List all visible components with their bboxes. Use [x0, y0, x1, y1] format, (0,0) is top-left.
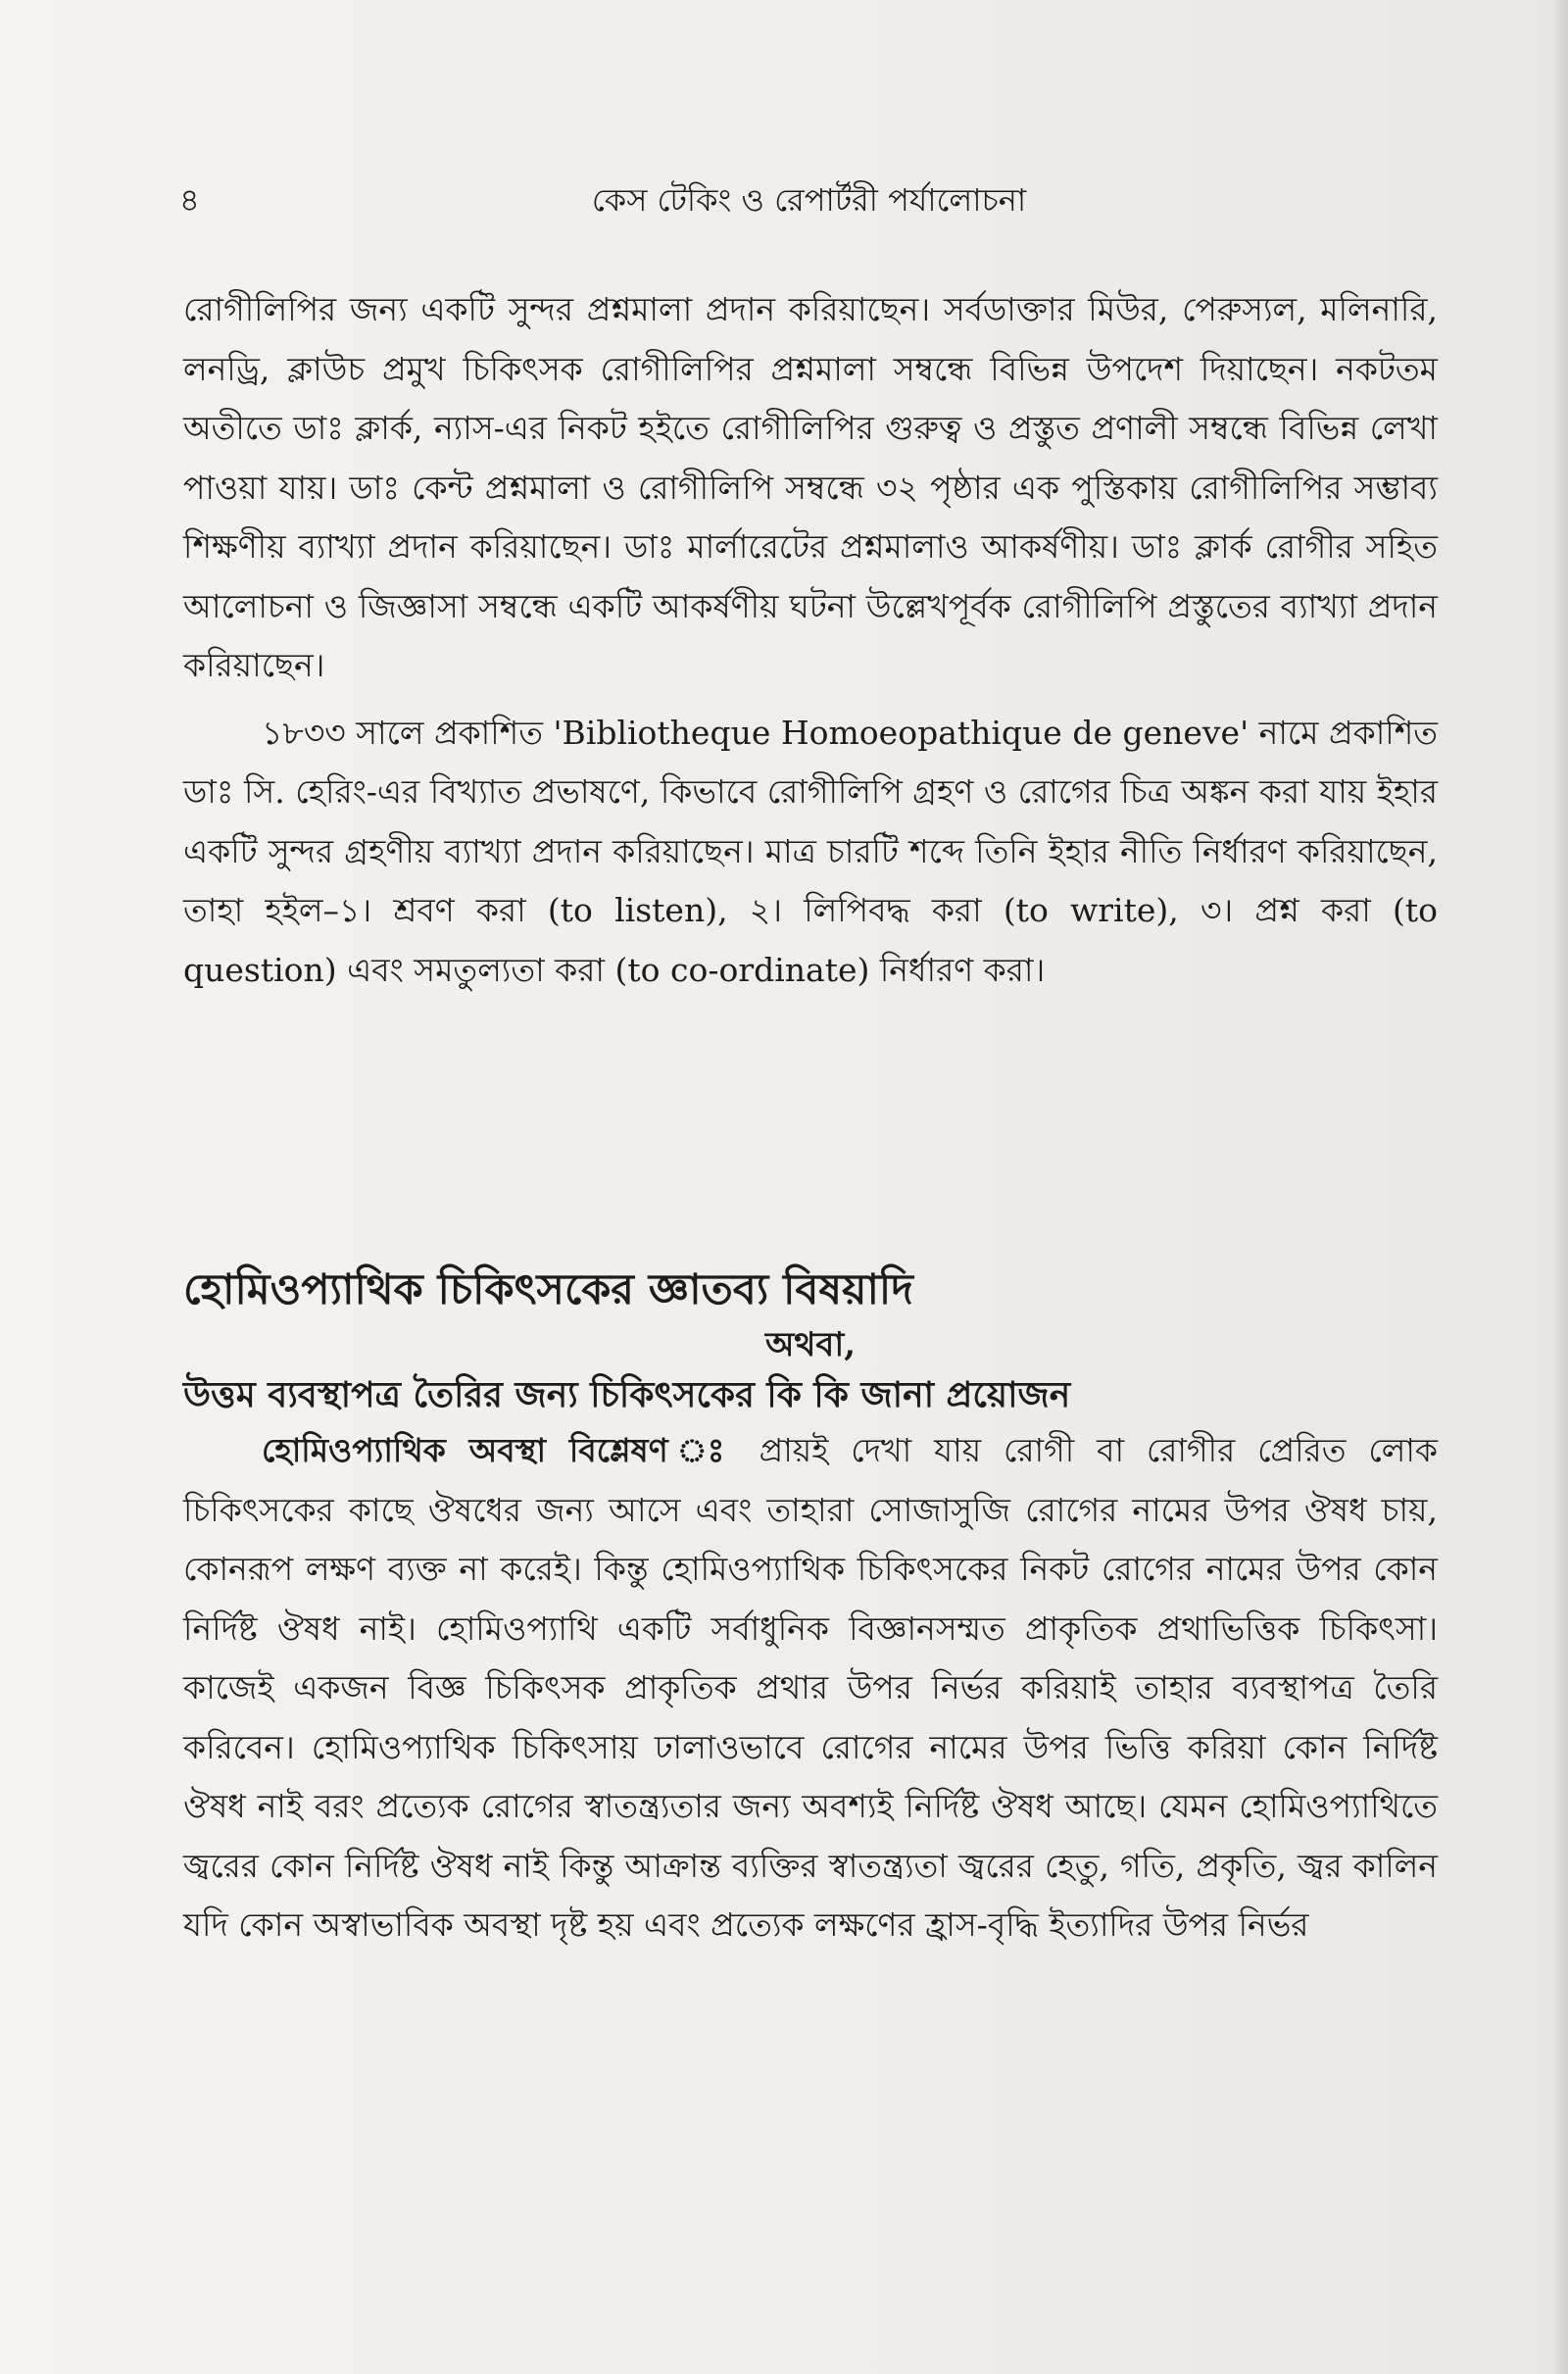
section-body-text: প্রায়ই দেখা যায় রোগী বা রোগীর প্রেরিত লোক চিকিৎসকের কাছে ঔষধের জন্য আসে এবং তাহারা সোজাসুজি রোগের নামের উপর ঔষধ চায়, কোনরূপ লক্ষণ ব্যক্ত না করেই। কিন্তু হোমিওপ্যাথিক চিকিৎসকের নিকট রোগের নামের উপর কোন নির্দিষ্ট ঔষধ নাই। হোমিওপ্যাথি একটি সর্বাধুনিক বিজ্ঞানসম্মত প্রাকৃতিক প্রথাভিত্তিক চিকিৎসা। কাজেই একজন বিজ্ঞ চিকিৎসক প্রাকৃতিক প্রথার উপর নির্ভর করিয়াই তাহার ব্যবস্থাপত্র তৈরি করিবেন। হোমিওপ্যাথিক চিকিৎসায় ঢালাওভাবে রোগের নামের উপর ভিত্তি করিয়া কোন নির্দিষ্ট ঔষধ নাই বরং প্রত্যেক রোগের স্বাতন্ত্র্যতার জন্য অবশ্যই নির্দিষ্ট ঔষধ আছে। যেমন হোমিওপ্যাথিতে জ্বরের কোন নির্দিষ্ট ঔষধ নাই কিন্তু আক্রান্ত ব্যক্তির স্বাতন্ত্র্যতা জ্বরের হেতু, গতি, প্রকৃতি, জ্বর কালিন যদি কোন অস্বাভাবিক অবস্থা দৃষ্ট হয় এবং প্রত্যেক লক্ষণের হ্রাস-বৃদ্ধি ইত্যাদির উপর নির্ভর: [183, 1431, 1438, 1944]
run-in-heading: হোমিওপ্যাথিক অবস্থা বিশ্লেষণ ঃ: [262, 1431, 737, 1469]
paragraph-2: ১৮৩৩ সালে প্রকাশিত 'Bibliotheque Homoeopathique de geneve' নামে প্রকাশিত ডাঃ সি. হেরিং-এর বিখ্যাত প্রভাষণে, কিভাবে রোগীলিপি গ্রহণ ও রোগের চিত্র অঙ্কন করা যায় ইহার একটি সুন্দর গ্রহণীয় ব্যাখ্যা প্রদান করিয়াছেন। মাত্র চারটি শব্দে তিনি ইহার নীতি নির্ধারণ করিয়াছেন, তাহা হইল–১। শ্রবণ করা (to listen), ২। লিপিবদ্ধ করা (to write), ৩। প্রশ্ন করা (to question) এবং সমতুল্যতা করা (to co-ordinate) নির্ধারণ করা।: [183, 713, 1438, 989]
section-subtitle: উত্তম ব্যবস্থাপত্র তৈরির জন্য চিকিৎসকের কি কি জানা প্রয়োজন: [183, 1374, 1071, 1415]
section-paragraph: [183, 1421, 1438, 1955]
section-title: হোমিওপ্যাথিক চিকিৎসকের জ্ঞাতব্য বিষয়াদি: [183, 1265, 913, 1314]
page-edge-shadow: [1550, 0, 1568, 2374]
running-title: কেস টেকিং ও রেপার্টরী পর্যালোচনা: [591, 181, 1027, 219]
paragraph-1: রোগীলিপির জন্য একটি সুন্দর প্রশ্নমালা প্রদান করিয়াছেন। সর্বডাক্তার মিউর, পেরুস্যল, মলিনারি, লনড্রি, ক্লাউচ প্রমুখ চিকিৎসক রোগীলিপির প্রশ্নমালা সম্বন্ধে বিভিন্ন উপদেশ দিয়াছেন। নকটতম অতীতে ডাঃ ক্লার্ক, ন্যাস-এর নিকট হইতে রোগীলিপির গুরুত্ব ও প্রস্তুত প্রণালী সম্বন্ধে বিভিন্ন লেখা পাওয়া যায়। ডাঃ কেন্ট প্রশ্নমালা ও রোগীলিপি সম্বন্ধে ৩২ পৃষ্ঠার এক পুস্তিকায় রোগীলিপির সম্ভাব্য শিক্ষণীয় ব্যাখ্যা প্রদান করিয়াছেন। ডাঃ মার্লারেটের প্রশ্নমালাও আকর্ষণীয়। ডাঃ ক্লার্ক রোগীর সহিত আলোচনা ও জিজ্ঞাসা সম্বন্ধে একটি আকর্ষণীয় ঘটনা উল্লেখপূর্বক রোগীলিপি প্রস্তুতের ব্যাখ্যা প্রদান করিয়াছেন।: [183, 290, 1438, 684]
section-or: অথবা,: [764, 1325, 857, 1364]
body-text: [183, 280, 1438, 1000]
section: [183, 1259, 1438, 1955]
page-number: ৪: [179, 181, 200, 219]
running-head: [179, 176, 1439, 223]
